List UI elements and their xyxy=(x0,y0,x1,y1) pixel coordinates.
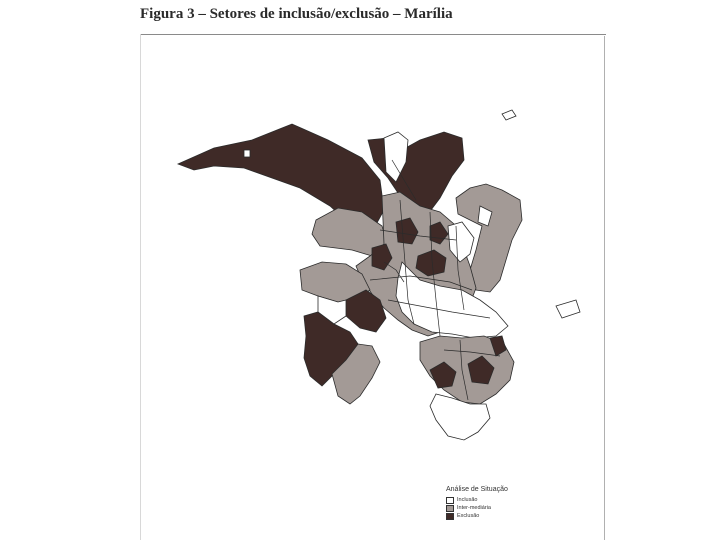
legend-swatch-exclusion xyxy=(446,513,454,520)
legend-label-intermediate: Inter-mediária xyxy=(457,505,491,511)
legend-label-inclusion: Inclusão xyxy=(457,497,478,503)
legend-item-inclusion xyxy=(446,496,556,504)
detached-tract-northeast xyxy=(502,110,516,120)
map-legend xyxy=(446,486,556,520)
legend-title: Análise de Situação xyxy=(446,486,508,493)
legend-label-exclusion: Exclusão xyxy=(457,513,480,519)
legend-item-intermediate xyxy=(446,504,556,512)
figure-title: Figura 3 – Setores de inclusão/exclusão – Marília xyxy=(140,6,453,22)
legend-item-exclusion xyxy=(446,512,556,520)
legend-swatch-intermediate xyxy=(446,505,454,512)
detached-tract-east xyxy=(556,300,580,318)
region-nw-inclusion-patch xyxy=(244,150,250,157)
legend-swatch-inclusion xyxy=(446,497,454,504)
